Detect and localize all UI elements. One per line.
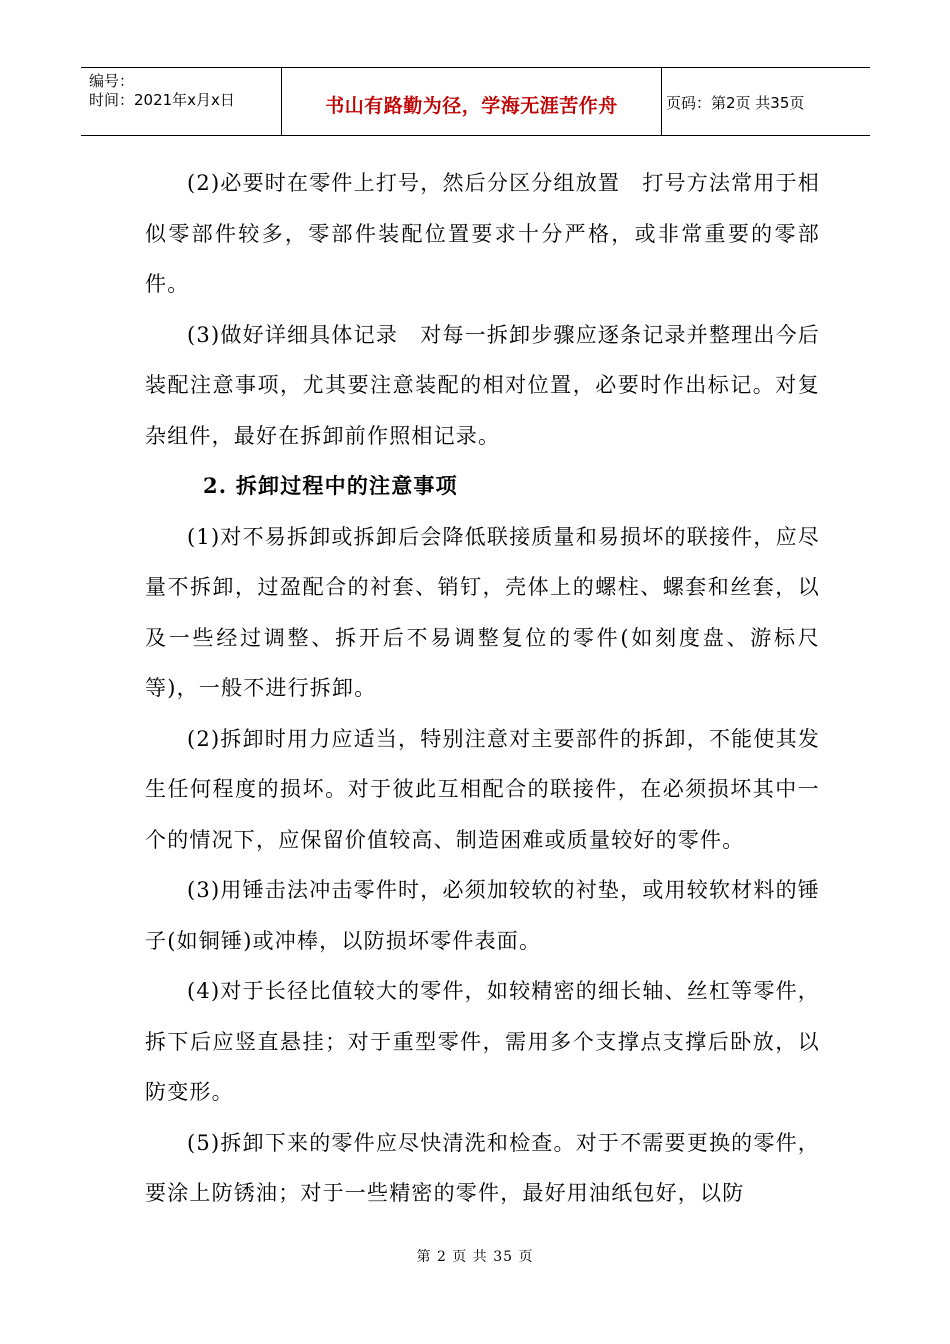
number-label: 编号： <box>89 72 135 90</box>
paragraph-note-3: (3)用锤击法冲击零件时，必须加较软的衬垫，或用较软材料的锤子(如铜锤)或冲棒，以防损坏零件表面。 <box>145 878 820 953</box>
document-header <box>81 67 870 136</box>
header-motto: 书山有路勤为径，学海无涯苦作舟 <box>325 95 618 117</box>
paragraph-numbering-parts: (2)必要时在零件上打号，然后分区分组放置 打号方法常用于相似零部件较多，零部件装配位置要求十分严格，或非常重要的零部件。 <box>145 171 820 296</box>
paragraph-detailed-records: (3)做好详细具体记录 对每一拆卸步骤应逐条记录并整理出今后装配注意事项，尤其要注意装配的相对位置，必要时作出标记。对复杂组件，最好在拆卸前作照相记录。 <box>145 322 820 448</box>
header-page-info-cell <box>662 68 870 135</box>
page-footer: 第 2 页 共 35 页 <box>416 1249 534 1265</box>
paragraph-note-2: (2)拆卸时用力应适当，特别注意对主要部件的拆卸，不能使其发生任何程度的损坏。对于彼此互相配合的联接件，在必须损坏其中一个的情况下，应保留价值较高、制造困难或质量较好的零件。 <box>145 726 820 852</box>
paragraph-note-4: (4)对于长径比值较大的零件，如较精密的细长轴、丝杠等零件，拆下后应竖直悬挂；对于重型零件，需用多个支撑点支撑后卧放，以防变形。 <box>145 979 820 1104</box>
date-line: 时间：2021年x月x日 <box>89 91 235 109</box>
section-heading-disassembly-notes: 2. 拆卸过程中的注意事项 <box>203 473 458 498</box>
document-body <box>145 158 820 1219</box>
paragraph-note-1: (1)对不易拆卸或拆卸后会降低联接质量和易损坏的联接件，应尽量不拆卸，过盈配合的衬套、销钉，壳体上的螺柱、螺套和丝套，以及一些经过调整、拆开后不易调整复位的零件(如刻度盘、游标尺等)，一般不进行拆卸。 <box>145 524 820 700</box>
header-motto-cell <box>282 68 662 135</box>
header-page-info: 页码：第2页 共35页 <box>666 94 805 112</box>
paragraph-note-5: (5)拆卸下来的零件应尽快清洗和检查。对于不需要更换的零件，要涂上防锈油；对于一些精密的零件，最好用油纸包好，以防 <box>145 1130 820 1205</box>
header-meta <box>81 68 282 135</box>
